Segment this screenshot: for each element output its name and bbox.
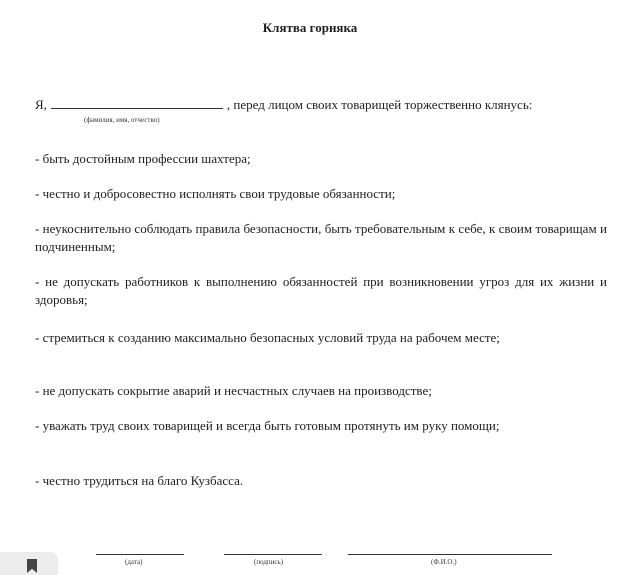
bookmark-button[interactable]	[0, 552, 58, 575]
fio-label: (Ф.И.О.)	[431, 558, 457, 566]
oath-item: - стремиться к созданию максимально безопасных условий труда на рабочем месте;	[35, 330, 500, 345]
name-hint: (фамилия, имя, отчество)	[84, 116, 160, 124]
oath-item: - честно и добросовестно исполнять свои трудовые обязанности;	[35, 186, 396, 201]
oath-item: - неукоснительно соблюдать правила безопасности, быть требовательным к себе, к своим товарищам и подчиненным;	[35, 221, 607, 254]
date-signature-line	[96, 554, 184, 555]
sign-signature-line	[224, 554, 322, 555]
sign-label: (подпись)	[254, 558, 284, 566]
oath-suffix: , перед лицом своих товарищей торжественно клянусь:	[226, 97, 533, 112]
fio-signature-line	[348, 554, 552, 555]
bookmark-icon	[27, 559, 37, 573]
name-blank-line	[51, 96, 223, 109]
document-title: Клятва горняка	[262, 20, 358, 35]
oath-line	[35, 96, 615, 113]
oath-item: - не допускать работников к выполнению обязанностей при возникновении угроз для их жизни и здоровья;	[35, 274, 607, 307]
date-label: (дата)	[125, 558, 143, 566]
oath-item: - честно трудиться на благо Кузбасса.	[35, 473, 244, 488]
oath-item: - не допускать сокрытие аварий и несчастных случаев на производстве;	[35, 383, 432, 398]
oath-item: - уважать труд своих товарищей и всегда быть готовым протянуть им руку помощи;	[35, 418, 500, 433]
oath-prefix: Я,	[35, 97, 47, 112]
oath-item: - быть достойным профессии шахтера;	[35, 151, 251, 166]
